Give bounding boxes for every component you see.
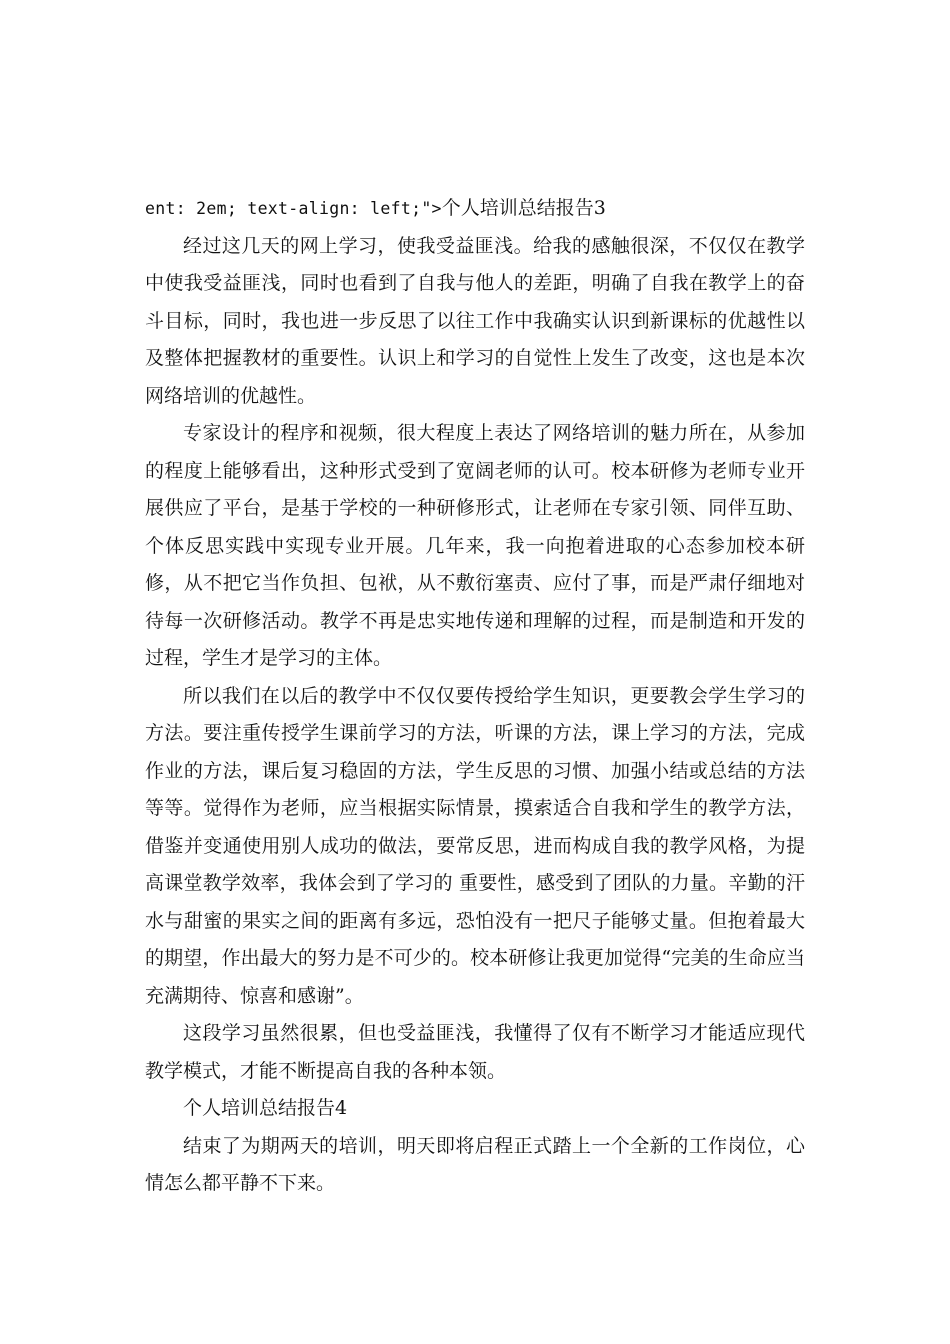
report-3-heading-line	[145, 190, 805, 228]
document-body	[145, 190, 805, 1203]
paragraph-1: 经过这几天的网上学习，使我受益匪浅。给我的感触很深，不仅仅在教学中使我受益匪浅，同时也看到了自我与他人的差距，明确了自我在教学上的奋斗目标，同时，我也进一步反思了以往工作中我确实认识到新课标的优越性以及整体把握教材的重要性。认识上和学习的自觉性上发生了改变，这也是本次网络培训的优越性。	[145, 234, 805, 407]
report-4-heading: 个人培训总结报告4	[183, 1097, 348, 1119]
paragraph-2: 专家设计的程序和视频，很大程度上表达了网络培训的魅力所在，从参加的程度上能够看出，这种形式受到了宽阔老师的认可。校本研修为老师专业开展供应了平台，是基于学校的一种研修形式，让老师在专家引领、同伴互助、个体反思实践中实现专业开展。几年来，我一向抱着进取的心态参加校本研修，从不把它当作负担、包袱，从不敷衍塞责、应付了事，而是严肃仔细地对待每一次研修活动。教学不再是忠实地传递和理解的过程，而是制造和开发的过程，学生才是学习的主体。	[145, 422, 805, 669]
report-3-heading: 个人培训总结报告3	[441, 197, 606, 219]
paragraph-4: 这段学习虽然很累，但也受益匪浅，我懂得了仅有不断学习才能适应现代教学模式，才能不断提高自我的各种本领。	[145, 1022, 805, 1082]
paragraph-3: 所以我们在以后的教学中不仅仅要传授给学生知识，更要教会学生学习的方法。要注重传授学生课前学习的方法，听课的方法，课上学习的方法，完成作业的方法，课后复习稳固的方法，学生反思的习惯、加强小结或总结的方法等等。觉得作为老师，应当根据实际情景，摸索适合自我和学生的教学方法，借鉴并变通使用别人成功的做法，要常反思，进而构成自我的教学风格，为提高课堂教学效率，我体会到了学习的 重要性，感受到了团队的力量。辛勤的汗水与甜蜜的果实之间的距离有多远，恐怕没有一把尺子能够丈量。但抱着最大的期望，作出最大的努力是不可少的。校本研修让我更加觉得“完美的生命应当充满期待、惊喜和感谢”。	[145, 684, 805, 1007]
closing-paragraph: 结束了为期两天的培训，明天即将启程正式踏上一个全新的工作岗位，心情怎么都平静不下来。	[145, 1134, 805, 1194]
stray-code-fragment: ent: 2em; text-align: left;">	[145, 199, 442, 218]
